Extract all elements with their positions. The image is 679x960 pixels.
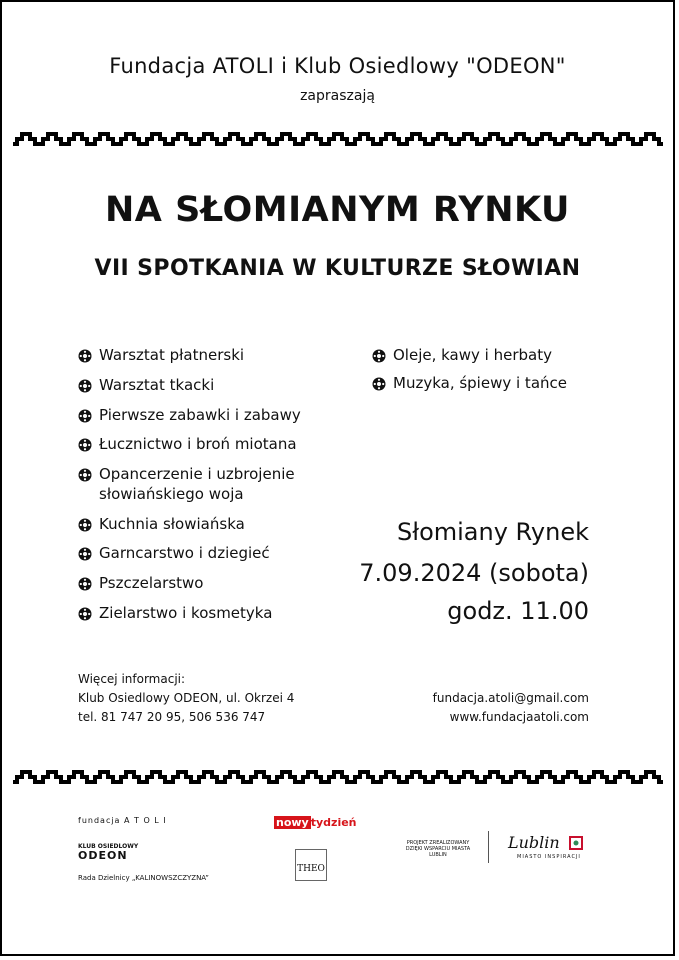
list-item xyxy=(78,544,270,562)
flower-bullet-icon xyxy=(78,607,92,621)
contact-email[interactable]: fundacja.atoli@gmail.com xyxy=(432,691,589,705)
contact-heading: Więcej informacji: xyxy=(78,672,186,686)
event-subtitle: VII SPOTKANIA W KULTURZE SŁOWIAN xyxy=(94,256,581,281)
event-time: godz. 11.00 xyxy=(447,597,589,625)
list-item xyxy=(78,574,204,592)
activity-label: Łucznictwo i broń miotana xyxy=(99,435,297,453)
rada-logo: Rada Dzielnicy „KALINOWSZCZYZNA” xyxy=(78,874,209,882)
flower-bullet-icon xyxy=(78,379,92,393)
event-date: 7.09.2024 (sobota) xyxy=(359,559,589,587)
flower-bullet-icon xyxy=(78,547,92,561)
list-item xyxy=(78,465,328,504)
contact-address: Klub Osiedlowy ODEON, ul. Okrzei 4 xyxy=(78,691,295,705)
activity-label: Opancerzenie i uzbrojenie słowiańskiego woja xyxy=(99,465,295,503)
activity-label: Pierwsze zabawki i zabawy xyxy=(99,406,301,424)
nowy-tydzien-logo-a: nowy xyxy=(276,816,309,829)
flower-bullet-icon xyxy=(78,438,92,452)
activity-label: Muzyka, śpiewy i tańce xyxy=(393,374,567,392)
list-item xyxy=(78,435,297,453)
activity-label: Zielarstwo i kosmetyka xyxy=(99,604,273,622)
nowy-tydzien-logo xyxy=(274,816,357,830)
activity-label: Warsztat tkacki xyxy=(99,376,215,394)
logo-divider xyxy=(488,831,489,863)
contact-phone: tel. 81 747 20 95, 506 536 747 xyxy=(78,710,266,724)
event-place: Słomiany Rynek xyxy=(397,518,589,546)
decorative-border-bottom xyxy=(13,768,663,786)
flower-bullet-icon xyxy=(372,377,386,391)
contact-block xyxy=(78,670,294,727)
activity-label: Kuchnia słowiańska xyxy=(99,515,245,533)
flower-bullet-icon xyxy=(78,349,92,363)
activity-label: Pszczelarstwo xyxy=(99,574,204,592)
contact-online xyxy=(433,689,589,727)
odeon-logo xyxy=(78,842,138,860)
list-item xyxy=(372,374,567,392)
activity-label: Garncarstwo i dziegieć xyxy=(99,544,270,562)
flower-bullet-icon xyxy=(372,349,386,363)
invite-line: zapraszają xyxy=(300,88,375,104)
atoli-logo: fundacja A T O L I xyxy=(78,816,167,825)
flower-bullet-icon xyxy=(78,409,92,423)
organizers-line: Fundacja ATOLI i Klub Osiedlowy "ODEON" xyxy=(109,54,566,78)
project-note: PROJEKT ZREALIZOWANY DZIĘKI WSPARCIU MIASTA LUBLIN xyxy=(405,840,471,858)
activity-label: Warsztat płatnerski xyxy=(99,346,245,364)
odeon-logo-name: ODEON xyxy=(78,849,128,862)
activity-label: Oleje, kawy i herbaty xyxy=(393,346,552,364)
list-item xyxy=(78,515,245,533)
list-item xyxy=(78,376,214,394)
event-title: NA SŁOMIANYM RYNKU xyxy=(105,190,570,230)
flower-bullet-icon xyxy=(78,468,92,482)
lublin-emblem-icon xyxy=(567,834,585,852)
list-item xyxy=(78,604,272,622)
decorative-border-top xyxy=(13,130,663,148)
flower-bullet-icon xyxy=(78,518,92,532)
list-item xyxy=(372,346,552,364)
flower-bullet-icon xyxy=(78,577,92,591)
contact-website[interactable]: www.fundacjaatoli.com xyxy=(449,710,589,724)
lublin-logo: Lublin xyxy=(508,833,560,852)
odeon-logo-small: KLUB OSIEDLOWY xyxy=(78,843,139,850)
lublin-tagline: MIASTO INSPIRACJI xyxy=(517,854,581,860)
nowy-tydzien-logo-b: tydzień xyxy=(310,816,357,829)
list-item xyxy=(78,346,244,364)
theo-logo: THEO xyxy=(295,849,327,881)
list-item xyxy=(78,406,301,424)
